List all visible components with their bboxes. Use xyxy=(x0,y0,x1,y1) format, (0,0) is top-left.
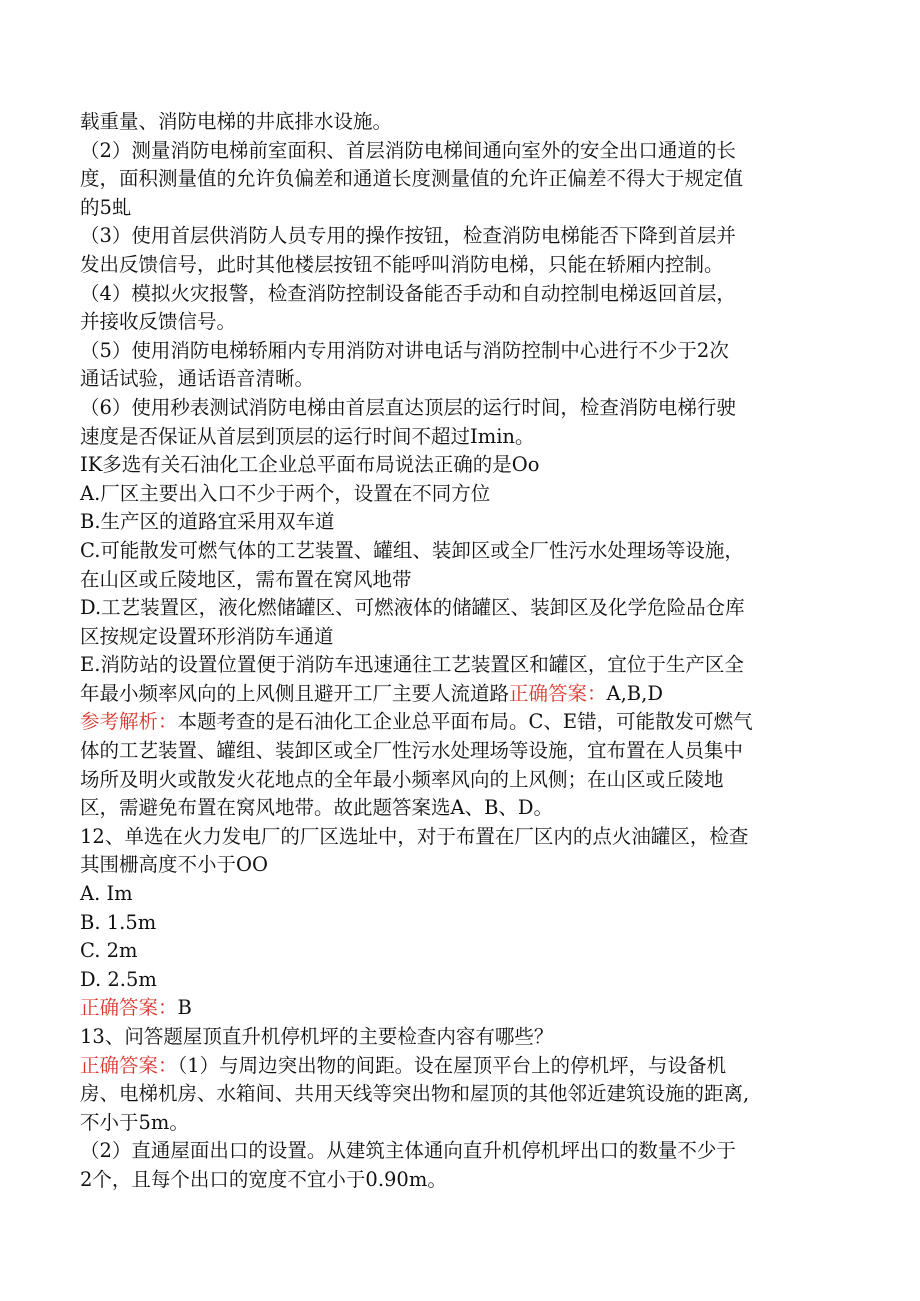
line-text: 体的工艺装置、罐组、装卸区或全厂性污水处理场等设施，宜布置在人员集中 xyxy=(80,739,744,763)
line-text: 速度是否保证从首层到顶层的运行时间不超过Imin。 xyxy=(80,424,535,448)
line-text: （6）使用秒表测试消防电梯由首层直达顶层的运行时间，检查消防电梯行驶 xyxy=(80,395,736,419)
option-text: D. 2.5m xyxy=(80,967,157,991)
text-line xyxy=(80,308,842,337)
text-line xyxy=(80,194,842,223)
line-text: 场所及明火或散发火花地点的全年最小频率风向的上风侧；在山区或丘陵地 xyxy=(80,767,724,791)
text-line xyxy=(80,337,842,366)
option-line xyxy=(80,480,842,509)
line-text: （2）测量消防电梯前室面积、首层消防电梯间通向室外的安全出口通道的长 xyxy=(80,138,736,162)
answer-label: 正确答案： xyxy=(80,996,178,1020)
option-line xyxy=(80,680,842,709)
option-text: 在山区或丘陵地区，需布置在窝风地带 xyxy=(80,567,412,591)
text-line xyxy=(80,423,842,452)
answer-label: 正确答案： xyxy=(80,1053,178,1077)
line-text: 发出反馈信号，此时其他楼层按钮不能呼叫消防电梯，只能在轿厢内控制。 xyxy=(80,252,724,276)
option-text: C. 2m xyxy=(80,939,138,963)
option-text: A. Im xyxy=(80,882,133,906)
answer-value: A,B,D xyxy=(606,681,663,705)
explanation-line xyxy=(80,708,842,737)
question-text: 13、问答题屋顶直升机停机坪的主要检查内容有哪些？ xyxy=(80,1025,554,1048)
question-line xyxy=(80,823,842,852)
text-line xyxy=(80,737,842,766)
text-line xyxy=(80,794,842,823)
explanation-text: 本题考查的是石油化工企业总平面布局。C、E错，可能散发可燃气 xyxy=(177,710,753,734)
text-line xyxy=(80,1137,842,1166)
option-line xyxy=(80,508,842,537)
answer-label: 正确答案： xyxy=(509,681,607,705)
question-text: IK多选有关石油化工企业总平面布局说法正确的是Oo xyxy=(80,453,540,477)
option-line xyxy=(80,594,842,623)
line-text: 的5虬 xyxy=(80,195,132,219)
question-line xyxy=(80,451,842,480)
option-line xyxy=(80,909,842,938)
option-text: B. 1.5m xyxy=(80,910,157,934)
option-line xyxy=(80,937,842,966)
text-line xyxy=(80,394,842,423)
question-line xyxy=(80,851,842,880)
line-text: 不小于5m。 xyxy=(80,1110,189,1134)
option-text: E.消防站的设置位置便于消防车迅速通往工艺装置区和罐区，宜位于生产区全 xyxy=(80,653,744,677)
text-line xyxy=(80,1080,842,1109)
document-body xyxy=(80,108,842,1195)
option-line xyxy=(80,623,842,652)
text-line xyxy=(80,365,842,394)
line-text: （5）使用消防电梯轿厢内专用消防对讲电话与消防控制中心进行不少于2次 xyxy=(80,338,729,362)
text-line xyxy=(80,137,842,166)
option-line xyxy=(80,651,842,680)
option-line xyxy=(80,537,842,566)
question-text: 其围栅高度不小于OO xyxy=(80,853,268,877)
line-text: （4）模拟火灾报警，检查消防控制设备能否手动和自动控制电梯返回首层， xyxy=(80,281,736,305)
question-text: 12、单选在火力发电厂的厂区选址中，对于布置在厂区内的点火油罐区，检查 xyxy=(80,824,749,848)
line-text: 区，需避免布置在窝风地带。故此题答案选A、B、D。 xyxy=(80,796,554,820)
line-text: 并接收反馈信号。 xyxy=(80,310,237,334)
option-line xyxy=(80,966,842,995)
line-text: 通话试验，通话语音清晰。 xyxy=(80,367,315,391)
text-line xyxy=(80,222,842,251)
line-text: （3）使用首层供消防人员专用的操作按钮，检查消防电梯能否下降到首层并 xyxy=(80,224,736,248)
line-text: 度，面积测量值的允许负偏差和通道长度测量值的允许正偏差不得大于规定值 xyxy=(80,167,744,191)
option-line xyxy=(80,880,842,909)
line-text: 2个，且每个出口的宽度不宜小于0.90m。 xyxy=(80,1167,447,1191)
text-line xyxy=(80,280,842,309)
text-line xyxy=(80,165,842,194)
text-line xyxy=(80,251,842,280)
option-text: C.可能散发可燃气体的工艺装置、罐组、装卸区或全厂性污水处理场等设施， xyxy=(80,538,744,562)
line-text: （2）直通屋面出口的设置。从建筑主体通向直升机停机坪出口的数量不少于 xyxy=(80,1139,736,1163)
text-line xyxy=(80,766,842,795)
line-text: 房、电梯机房、水箱间、共用天线等突出物和屋顶的其他邻近建筑设施的距离, xyxy=(80,1082,750,1106)
answer-line xyxy=(80,994,842,1023)
option-text: A.厂区主要出入口不少于两个，设置在不同方位 xyxy=(80,481,491,505)
text-line xyxy=(80,108,842,137)
option-text: B.生产区的道路宜采用双车道 xyxy=(80,510,335,534)
answer-line xyxy=(80,1052,842,1081)
text-line xyxy=(80,1109,842,1138)
answer-text: （1）与周边突出物的间距。设在屋顶平台上的停机坪，与设备机 xyxy=(177,1053,727,1077)
option-line xyxy=(80,566,842,595)
option-text: 年最小频率风向的上风侧且避开工厂主要人流道路 xyxy=(80,681,510,705)
option-text: 区按规定设置环形消防车通道 xyxy=(80,624,334,648)
text-line xyxy=(80,1166,842,1195)
answer-value: B xyxy=(177,996,192,1020)
line-text: 载重量、消防电梯的井底排水设施。 xyxy=(80,110,393,133)
option-text: D.工艺装置区，液化燃储罐区、可燃液体的储罐区、装卸区及化学危险品仓库 xyxy=(80,596,745,620)
explanation-label: 参考解析： xyxy=(80,710,178,734)
question-line xyxy=(80,1023,842,1052)
